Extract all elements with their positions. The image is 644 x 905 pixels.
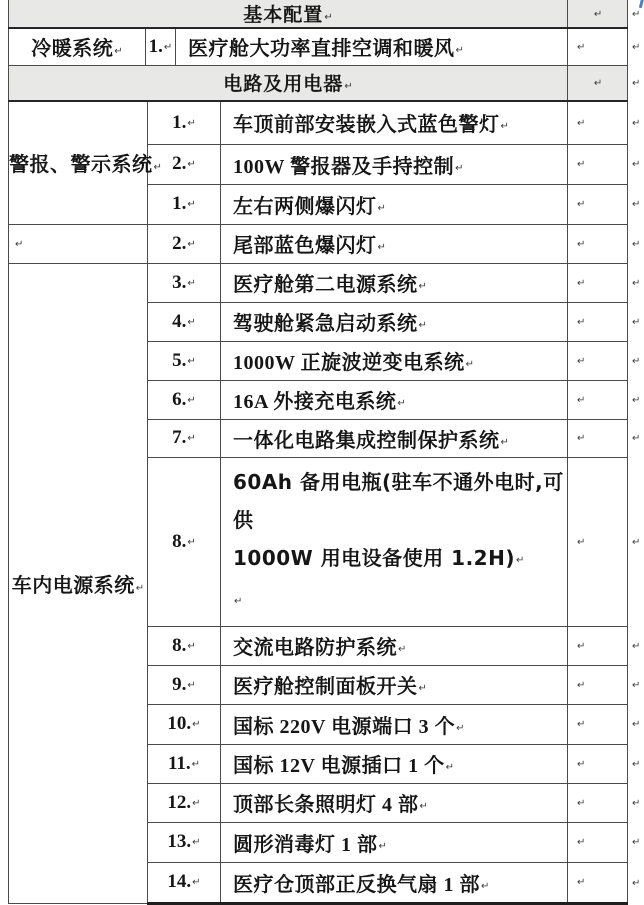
item-number-cell <box>148 184 221 224</box>
remark-cell <box>568 263 628 302</box>
paragraph-mark-icon: ↵ <box>577 719 586 730</box>
paragraph-mark-icon: ↵ <box>577 355 586 367</box>
remark-cell <box>568 341 628 380</box>
item-desc-cell <box>176 28 568 65</box>
remark-cell <box>568 65 628 101</box>
paragraph-mark-icon: ↵ <box>577 536 586 548</box>
paragraph-mark-icon: ↵ <box>577 877 586 888</box>
paragraph-mark-icon: ↵ <box>234 595 243 607</box>
item-number: 8. <box>172 530 187 552</box>
item-desc-cell <box>221 302 568 341</box>
paragraph-mark-icon: ↵ <box>632 159 641 170</box>
row-end-mark <box>628 822 644 862</box>
remark-cell <box>568 457 628 626</box>
paragraph-mark-icon: ↵ <box>632 877 641 889</box>
item-number-cell <box>148 457 221 626</box>
paragraph-mark-icon: ↵ <box>191 758 201 770</box>
table-row <box>9 65 644 101</box>
item-desc: 圆形消毒灯 1 部 <box>233 833 378 856</box>
paragraph-mark-icon: ↵ <box>377 202 386 214</box>
item-number: 9. <box>172 673 187 695</box>
paragraph-mark-icon: ↵ <box>577 640 586 652</box>
item-desc: 一体化电路集成控制保护系统 <box>233 429 500 452</box>
item-number: 14. <box>167 871 192 892</box>
row-end-mark <box>628 302 644 341</box>
paragraph-mark-icon: ↵ <box>577 117 586 129</box>
remark-cell <box>568 380 628 419</box>
item-number-cell <box>148 665 221 704</box>
item-desc-cell <box>221 665 568 704</box>
remark-cell <box>568 224 628 263</box>
row-end-mark <box>628 626 644 665</box>
row-end-mark <box>628 862 644 903</box>
row-end-mark <box>628 457 644 626</box>
group-label: 冷暖系统 <box>31 38 114 61</box>
remark-cell <box>568 144 628 184</box>
paragraph-mark-icon: ↵ <box>632 277 641 289</box>
item-number: 6. <box>172 388 187 410</box>
paragraph-mark-icon: ↵ <box>577 679 586 691</box>
item-number-cell <box>148 783 221 822</box>
paragraph-mark-icon: ↵ <box>187 199 196 210</box>
item-desc-cell <box>221 822 568 862</box>
paragraph-mark-icon: ↵ <box>481 880 490 892</box>
paragraph-mark-icon: ↵ <box>632 78 641 89</box>
paragraph-mark-icon: ↵ <box>632 238 641 250</box>
paragraph-mark-icon: ↵ <box>632 9 641 20</box>
item-desc-cell <box>221 101 568 144</box>
paragraph-mark-icon: ↵ <box>153 162 162 174</box>
paragraph-mark-icon: ↵ <box>632 394 641 406</box>
paragraph-mark-icon: ↵ <box>577 433 586 444</box>
paragraph-mark-icon: ↵ <box>187 394 196 406</box>
paragraph-mark-icon: ↵ <box>135 582 145 594</box>
paragraph-mark-icon: ↵ <box>192 797 201 809</box>
item-desc: 医疗仓顶部正反换气扇 1 部 <box>233 873 480 896</box>
item-number-cell <box>148 341 221 380</box>
paragraph-mark-icon: ↵ <box>632 433 641 444</box>
paragraph-mark-icon: ↵ <box>344 81 353 93</box>
paragraph-mark-icon: ↵ <box>378 840 387 852</box>
item-number: 2. <box>172 153 187 174</box>
section-header-electric-label: 电路及用电器 <box>223 74 344 96</box>
paragraph-mark-icon: ↵ <box>632 316 641 328</box>
paragraph-mark-icon: ↵ <box>632 837 641 848</box>
item-number: 1. <box>172 111 187 133</box>
row-end-mark <box>628 380 644 419</box>
paragraph-mark-icon: ↵ <box>593 77 603 89</box>
paragraph-mark-icon: ↵ <box>632 679 641 691</box>
paragraph-mark-icon: ↵ <box>419 801 428 812</box>
item-desc-cell <box>221 783 568 822</box>
paragraph-mark-icon: ↵ <box>500 436 509 448</box>
item-desc-cell <box>221 341 568 380</box>
paragraph-mark-icon: ↵ <box>632 758 641 770</box>
paragraph-mark-icon: ↵ <box>632 797 641 809</box>
item-number-cell <box>148 704 221 744</box>
remark-cell <box>568 822 628 862</box>
item-desc-cell <box>221 224 568 263</box>
item-desc: 尾部蓝色爆闪灯 <box>233 235 377 257</box>
remark-cell <box>568 744 628 783</box>
item-number: 11. <box>167 752 191 774</box>
item-number-cell <box>148 626 221 665</box>
item-number-cell <box>148 263 221 302</box>
item-desc-cell <box>221 184 568 224</box>
item-desc: 医疗舱控制面板开关 <box>233 676 418 698</box>
paragraph-mark-icon: ↵ <box>187 679 196 691</box>
item-desc: 16A 外接充电系统 <box>233 391 397 413</box>
paragraph-mark-icon: ↵ <box>500 121 509 133</box>
paragraph-mark-icon: ↵ <box>163 41 173 53</box>
paragraph-mark-icon: ↵ <box>632 199 641 210</box>
row-end-mark <box>628 665 644 704</box>
row-end-mark <box>628 263 644 302</box>
paragraph-mark-icon: ↵ <box>632 640 641 652</box>
remark-cell <box>568 101 628 144</box>
item-desc: 国标 12V 电源插口 1 个 <box>233 755 445 777</box>
table-row <box>9 224 644 263</box>
section-header-basic <box>9 0 568 28</box>
table-row <box>9 101 644 144</box>
paragraph-mark-icon: ↵ <box>632 41 641 53</box>
item-desc: 车顶前部安装嵌入式蓝色警灯 <box>233 114 500 137</box>
paragraph-mark-icon: ↵ <box>187 159 196 170</box>
item-desc: 医疗舱第二电源系统 <box>233 274 418 296</box>
paragraph-mark-icon: ↵ <box>187 117 196 129</box>
paragraph-mark-icon: ↵ <box>192 719 201 730</box>
item-desc-cell <box>221 380 568 419</box>
row-end-mark <box>628 783 644 822</box>
group-label: 车内电源系统 <box>11 574 135 597</box>
paragraph-mark-icon: ↵ <box>577 758 586 770</box>
group-cell-hvac <box>9 28 146 65</box>
item-number: 5. <box>172 349 187 371</box>
paragraph-mark-icon: ↵ <box>577 159 586 170</box>
paragraph-mark-icon: ↵ <box>577 199 586 210</box>
paragraph-mark-icon: ↵ <box>418 683 427 694</box>
item-number-cell <box>148 101 221 144</box>
item-number-cell <box>148 862 221 903</box>
paragraph-mark-icon: ↵ <box>632 536 641 548</box>
item-number-cell <box>148 419 221 457</box>
item-number: 4. <box>172 310 187 332</box>
group-cell-power <box>9 263 148 903</box>
row-end-mark <box>628 144 644 184</box>
item-number-cell <box>148 302 221 341</box>
paragraph-mark-icon: ↵ <box>577 394 586 406</box>
item-number: 2. <box>172 232 187 254</box>
remark-cell <box>568 626 628 665</box>
item-number: 13. <box>167 831 192 852</box>
paragraph-mark-icon: ↵ <box>377 242 386 253</box>
remark-cell <box>568 302 628 341</box>
row-end-mark <box>628 101 644 144</box>
paragraph-mark-icon: ↵ <box>187 316 196 328</box>
item-desc-cell <box>221 704 568 744</box>
paragraph-mark-icon: ↵ <box>187 238 196 250</box>
paragraph-mark-icon: ↵ <box>577 238 586 250</box>
item-desc: 驾驶舱紧急启动系统 <box>233 313 418 335</box>
remark-cell <box>568 184 628 224</box>
item-number-cell <box>148 744 221 783</box>
row-end-mark <box>628 184 644 224</box>
item-number: 10. <box>167 713 192 734</box>
remark-cell <box>568 783 628 822</box>
item-desc-cell <box>221 457 568 626</box>
item-desc: 交流电路防护系统 <box>233 637 397 659</box>
row-end-mark <box>628 744 644 783</box>
paragraph-mark-icon: ↵ <box>187 640 196 652</box>
paragraph-mark-icon: ↵ <box>324 12 333 23</box>
item-number: 7. <box>172 427 187 448</box>
item-number: 1. <box>172 193 187 214</box>
section-header-electric <box>9 65 568 101</box>
item-number: 8. <box>172 634 187 656</box>
paragraph-mark-icon: ↵ <box>456 722 465 734</box>
item-desc-cell <box>221 144 568 184</box>
paragraph-mark-icon: ↵ <box>632 355 641 367</box>
paragraph-mark-icon: ↵ <box>445 762 454 773</box>
paragraph-mark-icon: ↵ <box>187 277 196 289</box>
paragraph-mark-icon: ↵ <box>465 359 475 370</box>
group-cell-alarm <box>9 101 162 224</box>
paragraph-mark-icon: ↵ <box>192 837 201 848</box>
row-end-mark <box>628 28 644 65</box>
item-number-cell <box>148 224 221 263</box>
paragraph-mark-icon: ↵ <box>455 45 464 57</box>
table-row <box>9 263 644 302</box>
item-desc-cell <box>221 862 568 903</box>
remark-cell <box>568 862 628 903</box>
paragraph-mark-icon: ↵ <box>577 277 586 289</box>
item-desc: 国标 220V 电源端口 3 个 <box>233 715 456 738</box>
spec-table <box>8 0 644 905</box>
row-end-mark <box>628 704 644 744</box>
paragraph-mark-icon: ↵ <box>577 41 586 53</box>
item-desc: 顶部长条照明灯 4 部 <box>233 794 419 816</box>
item-number: 1. <box>148 35 163 57</box>
paragraph-mark-icon: ↵ <box>187 433 196 444</box>
remark-cell <box>568 665 628 704</box>
remark-cell <box>568 419 628 457</box>
paragraph-mark-icon: ↵ <box>632 117 641 129</box>
item-number-cell <box>148 822 221 862</box>
paragraph-mark-icon: ↵ <box>577 316 586 328</box>
item-number: 12. <box>167 791 192 813</box>
paragraph-mark-icon: ↵ <box>187 536 196 548</box>
table-row <box>9 0 644 28</box>
section-header-basic-label: 基本配置 <box>243 5 324 26</box>
item-desc-cell <box>221 626 568 665</box>
item-number-cell <box>146 28 176 65</box>
item-desc-line1: 60Ah 备用电瓶(驻车不通外电时,可供 <box>233 469 564 532</box>
paragraph-mark-icon: ↵ <box>192 877 201 888</box>
group-label: 警报、警示系统 <box>9 154 153 177</box>
paragraph-mark-icon: ↵ <box>114 46 123 58</box>
row-end-mark <box>628 65 644 101</box>
item-desc: 医疗舱大功率直排空调和暖风 <box>188 38 455 61</box>
paragraph-mark-icon: ↵ <box>577 797 586 809</box>
paragraph-mark-icon: ↵ <box>398 644 407 655</box>
paragraph-mark-icon: ↵ <box>418 320 427 331</box>
paragraph-mark-icon: ↵ <box>187 355 196 367</box>
table-row <box>9 28 644 65</box>
paragraph-mark-icon: ↵ <box>397 398 406 409</box>
paragraph-mark-icon: ↵ <box>455 162 464 174</box>
paragraph-mark-icon: ↵ <box>418 281 427 292</box>
item-desc-line2: 1000W 用电设备使用 1.2H) <box>233 545 515 570</box>
remark-cell <box>568 704 628 744</box>
paragraph-mark-icon: ↵ <box>577 837 586 848</box>
paragraph-mark-icon: ↵ <box>593 8 603 20</box>
group-cell-empty <box>9 224 148 263</box>
item-number: 3. <box>172 271 187 293</box>
paragraph-mark-icon: ↵ <box>15 238 24 250</box>
item-desc: 1000W 正旋波逆变电系统 <box>233 352 465 374</box>
row-end-mark <box>628 419 644 457</box>
row-end-mark <box>628 341 644 380</box>
item-desc: 左右两侧爆闪灯 <box>233 195 377 218</box>
item-desc-cell <box>221 263 568 302</box>
remark-cell <box>568 0 628 28</box>
item-desc-cell <box>221 419 568 457</box>
remark-cell <box>568 28 628 65</box>
item-number-cell <box>148 380 221 419</box>
row-end-mark <box>628 224 644 263</box>
paragraph-mark-icon: ↵ <box>632 719 641 730</box>
item-desc: 100W 警报器及手持控制 <box>233 155 455 178</box>
item-desc-cell <box>221 744 568 783</box>
paragraph-mark-icon: ↵ <box>515 554 525 566</box>
